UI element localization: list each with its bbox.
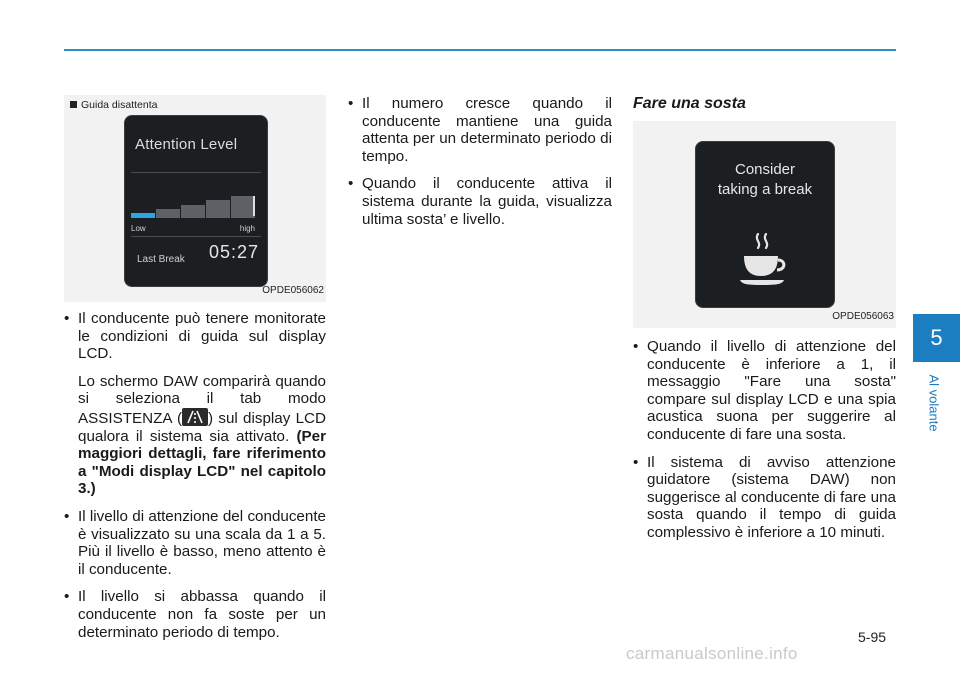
list-item: • Quando il livello di attenzione del conducente è inferiore a 1, il messaggio "Fare una sosta" compare sul display LCD e una spia acustica suona per suggerire al conducente di fare una sosta.: [633, 338, 896, 444]
list-item: • Il livello si abbassa quando il conducente non fa soste per un determinato periodo di tempo.: [64, 588, 326, 641]
level-high-label: high: [239, 224, 255, 233]
watermark: carmanualsonline.info: [626, 644, 798, 663]
figure-code: OPDE056063: [832, 311, 894, 323]
last-break-label: Last Break: [137, 254, 185, 265]
lcd-title: Attention Level: [135, 136, 238, 153]
attention-level-segment: [206, 200, 230, 218]
page-number: 5-95: [858, 629, 887, 645]
list-item: • Il conducente può tenere monitorate le condizioni di guida sul display LCD.: [64, 310, 326, 363]
lcd-divider: [131, 172, 261, 173]
column-middle: [348, 95, 612, 228]
lcd-break-message: Consider taking a break: [717, 161, 813, 198]
coffee-cup-icon: [738, 230, 798, 290]
attention-level-segment: [131, 213, 155, 218]
attention-level-bars: [131, 194, 256, 218]
figure-attention-level: [64, 95, 326, 302]
attention-level-segment: [231, 196, 255, 218]
lcd-attention-display: [124, 115, 268, 287]
lcd-break-display: [695, 141, 835, 308]
list-item-detail: Lo schermo DAW comparirà quando si seleziona il tab modo ASSISTENZA ( ) sul display LCD qualora il sistema sia attivato. (Per maggiori dettagli, fare riferimento a "Modi display LCD" nel capitolo 3.): [78, 372, 326, 498]
attention-level-segment: [181, 205, 205, 219]
chapter-label: Al volante: [926, 374, 942, 432]
level-low-label: Low: [131, 224, 146, 233]
assist-mode-icon: [182, 408, 208, 426]
lcd-divider: [131, 236, 261, 237]
square-bullet-icon: [70, 101, 77, 108]
list-item: • Il livello di attenzione del conducente è visualizzato su una scala da 1 a 5. Più il livello è basso, meno attento è il conducente.: [64, 508, 326, 578]
figure-break-message: [633, 121, 896, 328]
figure-caption: Guida disattenta: [70, 97, 157, 115]
column-left: [64, 95, 326, 641]
level-marker: [253, 196, 255, 216]
column-right: [633, 95, 896, 542]
list-item: • Quando il conducente attiva il sistema durante la guida, visualizza ultima sosta’ e livello.: [348, 175, 612, 228]
attention-level-segment: [156, 209, 180, 218]
chapter-tab[interactable]: 5: [913, 314, 960, 362]
list-item: • Il numero cresce quando il conducente mantiene una guida attenta per un determinato periodo di tempo.: [348, 95, 612, 165]
last-break-time: 05:27: [208, 242, 259, 262]
top-rule: [64, 49, 896, 51]
figure-code: OPDE056062: [262, 285, 324, 297]
section-title: Fare una sosta: [633, 95, 746, 112]
list-item: • Il sistema di avviso attenzione guidatore (sistema DAW) non suggerisce al conducente di fare una sosta quando il tempo di guida complessivo è inferiore a 10 minuti.: [633, 454, 896, 542]
